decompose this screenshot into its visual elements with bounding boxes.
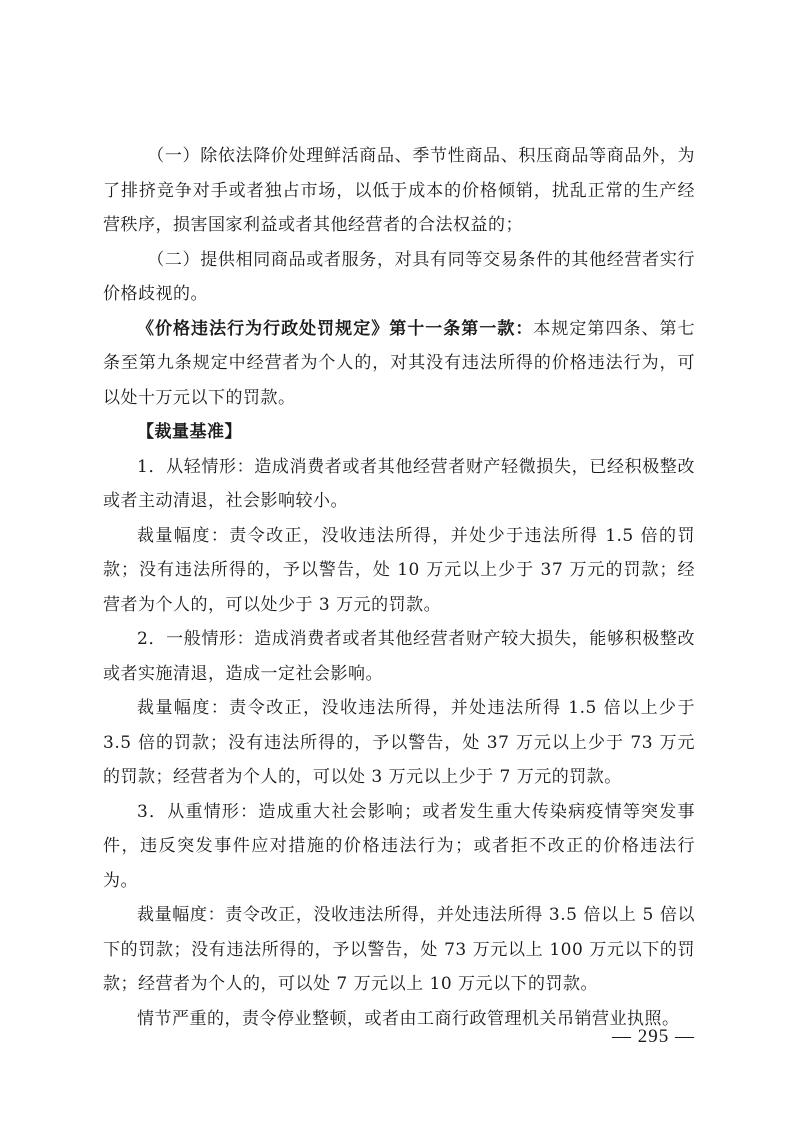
paragraph-text: 1．从轻情形：造成消费者或者其他经营者财产轻微损失，已经积极整改或者主动清退，社会影响较小。 bbox=[103, 456, 695, 511]
section-heading: 【裁量基准】 bbox=[137, 422, 242, 442]
document-body bbox=[103, 139, 695, 1036]
paragraph-text: 3．从重情形：造成重大社会影响；或者发生重大传染病疫情等突发事件，违反突发事件应对措施的价格违法行为；或者拒不改正的价格违法行为。 bbox=[103, 801, 695, 891]
serious-case-paragraph bbox=[103, 1002, 695, 1037]
regulation-citation-heading: 《价格违法行为行政处罚规定》第十一条第一款： bbox=[137, 318, 534, 339]
paragraph-text: 裁量幅度：责令改正，没收违法所得，并处违法所得 1.5 倍以上少于 3.5 倍的罚款；没有违法所得的，予以警告，处 37 万元以上少于 73 万元的罚款；经营者为个人的，可以处 3 万元以上少于 7 万元的罚款。 bbox=[103, 698, 695, 787]
general-penalty-range bbox=[103, 691, 695, 795]
paragraph-item-1 bbox=[103, 139, 695, 243]
paragraph-text: 裁量幅度：责令改正，没收违法所得，并处违法所得 3.5 倍以上 5 倍以下的罚款；没有违法所得的，予以警告，处 73 万元以上 100 万元以下的罚款；经营者为个人的，可以处 7 万元以上 10 万元以下的罚款。 bbox=[103, 905, 695, 994]
paragraph-text: （二）提供相同商品或者服务，对具有同等交易条件的其他经营者实行价格歧视的。 bbox=[103, 249, 695, 304]
general-circumstance bbox=[103, 622, 695, 691]
paragraph-text: 裁量幅度：责令改正，没收违法所得，并处少于违法所得 1.5 倍的罚款；没有违法所得的，予以警告，处 10 万元以上少于 37 万元的罚款；经营者为个人的，可以处少于 3 万元的罚款。 bbox=[103, 525, 695, 615]
section-heading-paragraph bbox=[103, 415, 695, 450]
severe-penalty-range bbox=[103, 898, 695, 1002]
page-number: — 295 — bbox=[612, 1026, 695, 1047]
lenient-penalty-range bbox=[103, 519, 695, 623]
severe-circumstance bbox=[103, 795, 695, 899]
paragraph-item-2 bbox=[103, 243, 695, 312]
paragraph-text: 情节严重的，责令停业整顿，或者由工商行政管理机关吊销营业执照。 bbox=[137, 1008, 680, 1029]
paragraph-text: 本规定第四条、第七条至第九条规定中经营者为个人的，对其没有违法所得的价格违法行为，可以处十万元以下的罚款。 bbox=[103, 318, 696, 408]
regulation-citation-paragraph bbox=[103, 312, 695, 416]
paragraph-text: （一）除依法降价处理鲜活商品、季节性商品、积压商品等商品外，为了排挤竞争对手或者独占市场，以低于成本的价格倾销，扰乱正常的生产经营秩序，损害国家利益或者其他经营者的合法权益的； bbox=[103, 146, 695, 235]
lenient-circumstance bbox=[103, 450, 695, 519]
paragraph-text: 2．一般情形：造成消费者或者其他经营者财产较大损失，能够积极整改或者实施清退，造成一定社会影响。 bbox=[103, 629, 695, 684]
